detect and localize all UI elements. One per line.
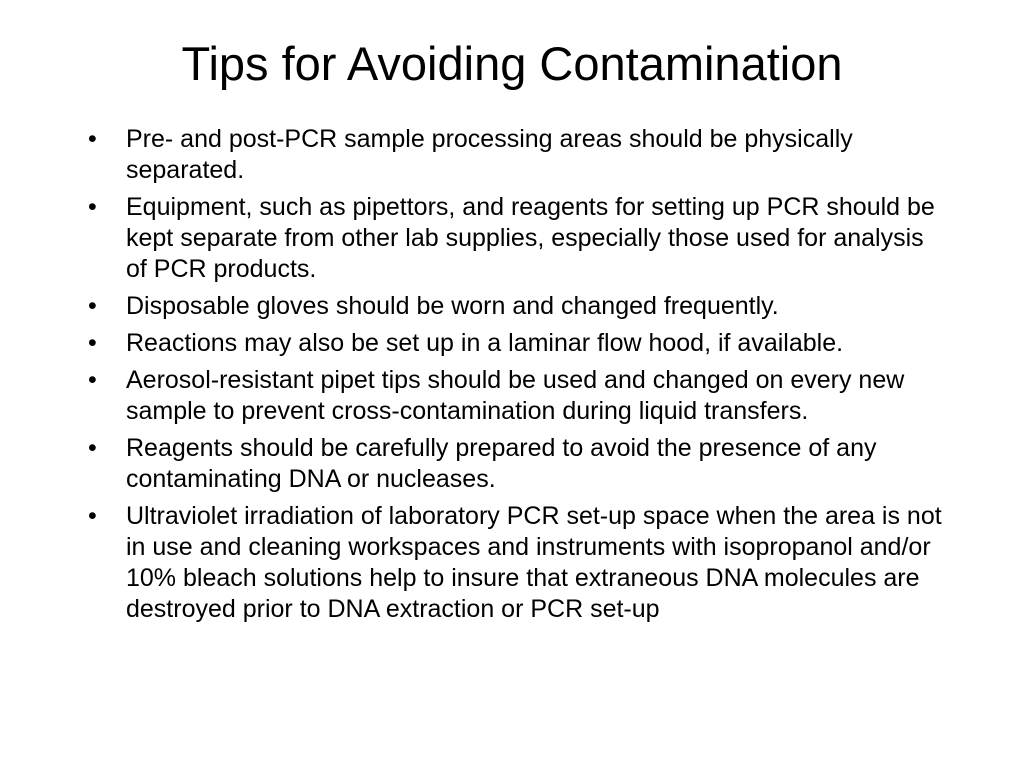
bullet-text: Pre- and post-PCR sample processing areas should be physically separated. bbox=[126, 125, 853, 184]
bullet-icon: • bbox=[88, 329, 97, 357]
bullet-icon: • bbox=[88, 366, 97, 394]
bullet-icon: • bbox=[88, 292, 97, 320]
bullet-text: Reagents should be carefully prepared to avoid the presence of any contaminating DNA or nucleases. bbox=[126, 434, 877, 493]
bullet-text: Ultraviolet irradiation of laboratory PCR set-up space when the area is not in use and cleaning workspaces and instruments with isopropanol and/or 10% bleach solutions help to insure that extraneous DNA molecules are destroyed prior to DNA extraction or PCR set-up bbox=[126, 502, 942, 623]
bullet-icon: • bbox=[88, 125, 97, 153]
bullet-item bbox=[84, 433, 944, 495]
bullet-icon: • bbox=[88, 193, 97, 221]
bullet-item bbox=[84, 124, 944, 186]
bullet-icon: • bbox=[88, 434, 97, 462]
bullet-item bbox=[84, 328, 944, 359]
bullet-text: Disposable gloves should be worn and changed frequently. bbox=[126, 292, 779, 320]
bullet-text: Aerosol-resistant pipet tips should be used and changed on every new sample to prevent cross-contamination during liquid transfers. bbox=[126, 366, 905, 425]
bullet-item bbox=[84, 291, 944, 322]
bullet-text: Reactions may also be set up in a laminar flow hood, if available. bbox=[126, 329, 844, 357]
bullet-item bbox=[84, 365, 944, 427]
bullet-icon: • bbox=[88, 502, 97, 530]
bullet-text: Equipment, such as pipettors, and reagents for setting up PCR should be kept separate from other lab supplies, especially those used for analysis of PCR products. bbox=[126, 193, 935, 283]
bullet-list bbox=[84, 124, 944, 631]
bullet-item bbox=[84, 192, 944, 285]
slide-title: Tips for Avoiding Contamination bbox=[181, 37, 843, 90]
bullet-item bbox=[84, 501, 944, 625]
